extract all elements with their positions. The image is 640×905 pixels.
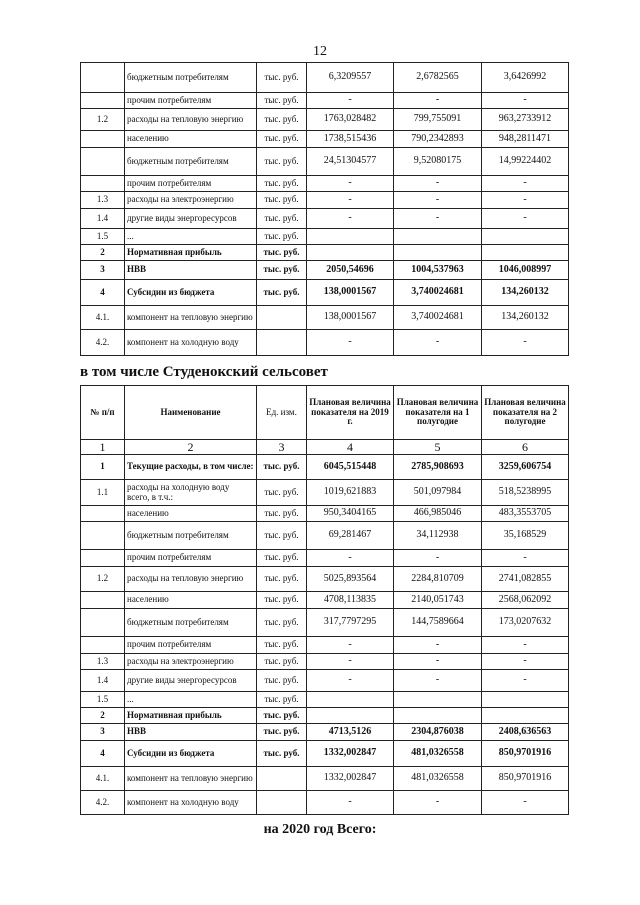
table-header-row bbox=[81, 386, 569, 440]
row-number bbox=[81, 63, 125, 93]
value-half2: - bbox=[482, 550, 569, 567]
value-half2: 35,168529 bbox=[482, 522, 569, 550]
row-number: 2 bbox=[81, 245, 125, 261]
value-2019: 1332,002847 bbox=[307, 767, 394, 791]
row-name: расходы на тепловую энергию bbox=[125, 109, 257, 131]
row-unit: тыс. руб. bbox=[257, 192, 307, 209]
row-number: 1.5 bbox=[81, 229, 125, 245]
row-number bbox=[81, 148, 125, 176]
row-name: Нормативная прибыль bbox=[125, 708, 257, 724]
value-half1: - bbox=[394, 330, 482, 356]
row-number: 1.5 bbox=[81, 692, 125, 708]
value-2019: 5025,893564 bbox=[307, 567, 394, 592]
row-name: Субсидии из бюджета bbox=[125, 280, 257, 306]
col-header-number: № п/п bbox=[81, 386, 125, 440]
value-half1: 466,985046 bbox=[394, 506, 482, 522]
value-half2: - bbox=[482, 791, 569, 815]
row-name: Нормативная прибыль bbox=[125, 245, 257, 261]
table-row bbox=[81, 567, 569, 592]
table-row bbox=[81, 654, 569, 670]
value-half1: - bbox=[394, 791, 482, 815]
value-half2: - bbox=[482, 176, 569, 192]
row-unit bbox=[257, 330, 307, 356]
row-name: Текущие расходы, в том числе: bbox=[125, 455, 257, 480]
value-half1: 2140,051743 bbox=[394, 592, 482, 609]
row-number bbox=[81, 522, 125, 550]
next-section-title: на 2020 год Всего: bbox=[263, 822, 377, 837]
table-row bbox=[81, 63, 569, 93]
value-half1: 34,112938 bbox=[394, 522, 482, 550]
table-row bbox=[81, 229, 569, 245]
value-2019 bbox=[307, 229, 394, 245]
value-half2: - bbox=[482, 670, 569, 692]
value-2019: - bbox=[307, 654, 394, 670]
value-2019: 950,3404165 bbox=[307, 506, 394, 522]
row-unit bbox=[257, 306, 307, 330]
value-half1: 144,7589664 bbox=[394, 609, 482, 637]
value-2019: 138,0001567 bbox=[307, 306, 394, 330]
value-half2 bbox=[482, 708, 569, 724]
row-name: компонент на тепловую энергию bbox=[125, 306, 257, 330]
table-row bbox=[81, 550, 569, 567]
tariff-table-continued-body bbox=[81, 63, 569, 356]
table-row bbox=[81, 245, 569, 261]
row-name: населению bbox=[125, 131, 257, 148]
row-number: 1.1 bbox=[81, 480, 125, 506]
value-half2: 3259,606754 bbox=[482, 455, 569, 480]
table-row bbox=[81, 506, 569, 522]
row-number: 4.2. bbox=[81, 791, 125, 815]
value-2019 bbox=[307, 245, 394, 261]
row-unit: тыс. руб. bbox=[257, 692, 307, 708]
value-half1: 481,0326558 bbox=[394, 741, 482, 767]
row-unit: тыс. руб. bbox=[257, 522, 307, 550]
value-half1: 799,755091 bbox=[394, 109, 482, 131]
value-half2: 963,2733912 bbox=[482, 109, 569, 131]
value-half2: 1046,008997 bbox=[482, 261, 569, 280]
row-number: 1.3 bbox=[81, 654, 125, 670]
col-header-2019: Плановая величина показателя на 2019 г. bbox=[307, 386, 394, 440]
row-name: компонент на холодную воду bbox=[125, 791, 257, 815]
table-row bbox=[81, 455, 569, 480]
row-unit: тыс. руб. bbox=[257, 93, 307, 109]
col-header-name: Наименование bbox=[125, 386, 257, 440]
value-half1: 1004,537963 bbox=[394, 261, 482, 280]
value-2019: - bbox=[307, 670, 394, 692]
row-unit: тыс. руб. bbox=[257, 176, 307, 192]
table-row bbox=[81, 637, 569, 654]
row-unit: тыс. руб. bbox=[257, 63, 307, 93]
row-unit: тыс. руб. bbox=[257, 654, 307, 670]
value-2019: - bbox=[307, 93, 394, 109]
row-name: прочим потребителям bbox=[125, 550, 257, 567]
row-number: 1.4 bbox=[81, 670, 125, 692]
table-row bbox=[81, 176, 569, 192]
column-index: 4 bbox=[307, 440, 394, 455]
value-half2: 483,3553705 bbox=[482, 506, 569, 522]
value-half2 bbox=[482, 692, 569, 708]
row-unit: тыс. руб. bbox=[257, 724, 307, 741]
row-name: прочим потребителям bbox=[125, 637, 257, 654]
col-header-half2: Плановая величина показателя на 2 полугодие bbox=[482, 386, 569, 440]
column-index: 2 bbox=[125, 440, 257, 455]
row-number: 4 bbox=[81, 280, 125, 306]
value-2019: - bbox=[307, 791, 394, 815]
table-row bbox=[81, 109, 569, 131]
row-name: расходы на электроэнергию bbox=[125, 654, 257, 670]
value-half2: - bbox=[482, 654, 569, 670]
table-row bbox=[81, 93, 569, 109]
row-name: бюджетным потребителям bbox=[125, 522, 257, 550]
row-unit: тыс. руб. bbox=[257, 506, 307, 522]
value-2019: 6,3209557 bbox=[307, 63, 394, 93]
value-half1: 9,52080175 bbox=[394, 148, 482, 176]
value-2019: 1763,028482 bbox=[307, 109, 394, 131]
row-name: прочим потребителям bbox=[125, 93, 257, 109]
value-half1 bbox=[394, 708, 482, 724]
row-name: Субсидии из бюджета bbox=[125, 741, 257, 767]
value-half2: 2408,636563 bbox=[482, 724, 569, 741]
value-2019: - bbox=[307, 176, 394, 192]
value-half1: 790,2342893 bbox=[394, 131, 482, 148]
value-half2: 173,0207632 bbox=[482, 609, 569, 637]
row-unit: тыс. руб. bbox=[257, 741, 307, 767]
studenok-table-body bbox=[81, 455, 569, 815]
value-2019: 4713,5126 bbox=[307, 724, 394, 741]
value-2019: 1738,515436 bbox=[307, 131, 394, 148]
value-half1 bbox=[394, 692, 482, 708]
row-unit: тыс. руб. bbox=[257, 148, 307, 176]
row-unit: тыс. руб. bbox=[257, 550, 307, 567]
row-unit: тыс. руб. bbox=[257, 261, 307, 280]
row-unit: тыс. руб. bbox=[257, 229, 307, 245]
row-unit: тыс. руб. bbox=[257, 609, 307, 637]
value-half2: 3,6426992 bbox=[482, 63, 569, 93]
value-2019 bbox=[307, 708, 394, 724]
row-number: 1.2 bbox=[81, 567, 125, 592]
value-half1: - bbox=[394, 176, 482, 192]
value-2019: 138,0001567 bbox=[307, 280, 394, 306]
column-index: 6 bbox=[482, 440, 569, 455]
row-number: 4 bbox=[81, 741, 125, 767]
value-2019 bbox=[307, 692, 394, 708]
value-half2: 2568,062092 bbox=[482, 592, 569, 609]
table-row bbox=[81, 280, 569, 306]
value-half1: 501,097984 bbox=[394, 480, 482, 506]
row-name: бюджетным потребителям bbox=[125, 63, 257, 93]
value-half2: 518,5238995 bbox=[482, 480, 569, 506]
column-index: 5 bbox=[394, 440, 482, 455]
row-unit: тыс. руб. bbox=[257, 245, 307, 261]
row-unit: тыс. руб. bbox=[257, 670, 307, 692]
row-number bbox=[81, 506, 125, 522]
row-number: 3 bbox=[81, 724, 125, 741]
column-index: 1 bbox=[81, 440, 125, 455]
row-name: другие виды энергоресурсов bbox=[125, 670, 257, 692]
row-number bbox=[81, 637, 125, 654]
row-unit: тыс. руб. bbox=[257, 109, 307, 131]
value-half1: - bbox=[394, 670, 482, 692]
value-half1: 481,0326558 bbox=[394, 767, 482, 791]
row-name: другие виды энергоресурсов bbox=[125, 209, 257, 229]
column-index: 3 bbox=[257, 440, 307, 455]
value-half2: 850,9701916 bbox=[482, 741, 569, 767]
row-number: 1.3 bbox=[81, 192, 125, 209]
table-row bbox=[81, 708, 569, 724]
value-half2 bbox=[482, 229, 569, 245]
table-row bbox=[81, 131, 569, 148]
value-half1: - bbox=[394, 654, 482, 670]
row-name: НВВ bbox=[125, 261, 257, 280]
value-half2: 2741,082855 bbox=[482, 567, 569, 592]
value-half1: - bbox=[394, 550, 482, 567]
column-index-row bbox=[81, 440, 569, 455]
value-half2: 134,260132 bbox=[482, 306, 569, 330]
row-name: бюджетным потребителям bbox=[125, 148, 257, 176]
row-number: 1 bbox=[81, 455, 125, 480]
value-half1: 2284,810709 bbox=[394, 567, 482, 592]
value-2019: - bbox=[307, 550, 394, 567]
row-unit bbox=[257, 791, 307, 815]
value-2019: 317,7797295 bbox=[307, 609, 394, 637]
row-name: компонент на тепловую энергию bbox=[125, 767, 257, 791]
table-row bbox=[81, 192, 569, 209]
value-half2: - bbox=[482, 637, 569, 654]
value-2019: 1332,002847 bbox=[307, 741, 394, 767]
value-half2: 14,99224402 bbox=[482, 148, 569, 176]
value-2019: - bbox=[307, 209, 394, 229]
studenok-table bbox=[80, 385, 569, 815]
table-row bbox=[81, 609, 569, 637]
table-row bbox=[81, 592, 569, 609]
table-row bbox=[81, 791, 569, 815]
row-name: компонент на холодную воду bbox=[125, 330, 257, 356]
row-unit: тыс. руб. bbox=[257, 708, 307, 724]
value-2019: - bbox=[307, 637, 394, 654]
section-title: в том числе Студенокский сельсовет bbox=[80, 364, 328, 380]
row-name: расходы на тепловую энергию bbox=[125, 567, 257, 592]
row-name: ... bbox=[125, 692, 257, 708]
table-row bbox=[81, 522, 569, 550]
row-number: 4.1. bbox=[81, 767, 125, 791]
value-half1: 2304,876038 bbox=[394, 724, 482, 741]
row-name: населению bbox=[125, 592, 257, 609]
col-header-unit: Ед. изм. bbox=[257, 386, 307, 440]
row-unit: тыс. руб. bbox=[257, 592, 307, 609]
value-half2: 134,260132 bbox=[482, 280, 569, 306]
row-number bbox=[81, 592, 125, 609]
row-number: 4.2. bbox=[81, 330, 125, 356]
table-row bbox=[81, 209, 569, 229]
row-number: 2 bbox=[81, 708, 125, 724]
value-2019: 6045,515448 bbox=[307, 455, 394, 480]
value-half1: 3,740024681 bbox=[394, 306, 482, 330]
row-unit: тыс. руб. bbox=[257, 637, 307, 654]
row-name: населению bbox=[125, 506, 257, 522]
value-half2: - bbox=[482, 209, 569, 229]
value-2019: 24,51304577 bbox=[307, 148, 394, 176]
value-half2 bbox=[482, 245, 569, 261]
value-2019: 1019,621883 bbox=[307, 480, 394, 506]
table-row bbox=[81, 261, 569, 280]
row-unit bbox=[257, 767, 307, 791]
table-row bbox=[81, 692, 569, 708]
table-row bbox=[81, 741, 569, 767]
table-row bbox=[81, 306, 569, 330]
table-row bbox=[81, 330, 569, 356]
row-number: 4.1. bbox=[81, 306, 125, 330]
table-row bbox=[81, 480, 569, 506]
value-half1: - bbox=[394, 93, 482, 109]
col-header-half1: Плановая величина показателя на 1 полугодие bbox=[394, 386, 482, 440]
row-unit: тыс. руб. bbox=[257, 567, 307, 592]
page-number: 12 bbox=[313, 44, 327, 59]
table-row bbox=[81, 767, 569, 791]
value-2019: 2050,54696 bbox=[307, 261, 394, 280]
tariff-table-continued bbox=[80, 62, 569, 356]
row-number bbox=[81, 131, 125, 148]
table-row bbox=[81, 724, 569, 741]
value-half2: 948,2811471 bbox=[482, 131, 569, 148]
value-2019: - bbox=[307, 192, 394, 209]
value-half2: - bbox=[482, 93, 569, 109]
value-half1: - bbox=[394, 637, 482, 654]
row-number bbox=[81, 93, 125, 109]
row-unit: тыс. руб. bbox=[257, 480, 307, 506]
table-row bbox=[81, 670, 569, 692]
value-2019: - bbox=[307, 330, 394, 356]
row-name: бюджетным потребителям bbox=[125, 609, 257, 637]
value-half1: 3,740024681 bbox=[394, 280, 482, 306]
row-unit: тыс. руб. bbox=[257, 455, 307, 480]
row-name: НВВ bbox=[125, 724, 257, 741]
row-name: расходы на холодную воду всего, в т.ч.: bbox=[125, 480, 257, 506]
row-number: 1.2 bbox=[81, 109, 125, 131]
row-number bbox=[81, 609, 125, 637]
value-half2: 850,9701916 bbox=[482, 767, 569, 791]
value-half2: - bbox=[482, 192, 569, 209]
value-half1 bbox=[394, 229, 482, 245]
value-half1: - bbox=[394, 192, 482, 209]
row-number bbox=[81, 550, 125, 567]
table-row bbox=[81, 148, 569, 176]
row-number: 1.4 bbox=[81, 209, 125, 229]
row-name: ... bbox=[125, 229, 257, 245]
row-number bbox=[81, 176, 125, 192]
value-2019: 69,281467 bbox=[307, 522, 394, 550]
row-unit: тыс. руб. bbox=[257, 131, 307, 148]
row-name: прочим потребителям bbox=[125, 176, 257, 192]
row-name: расходы на электроэнергию bbox=[125, 192, 257, 209]
value-half2: - bbox=[482, 330, 569, 356]
value-half1: - bbox=[394, 209, 482, 229]
value-half1: 2,6782565 bbox=[394, 63, 482, 93]
row-unit: тыс. руб. bbox=[257, 209, 307, 229]
row-unit: тыс. руб. bbox=[257, 280, 307, 306]
value-2019: 4708,113835 bbox=[307, 592, 394, 609]
row-number: 3 bbox=[81, 261, 125, 280]
value-half1: 2785,908693 bbox=[394, 455, 482, 480]
value-half1 bbox=[394, 245, 482, 261]
